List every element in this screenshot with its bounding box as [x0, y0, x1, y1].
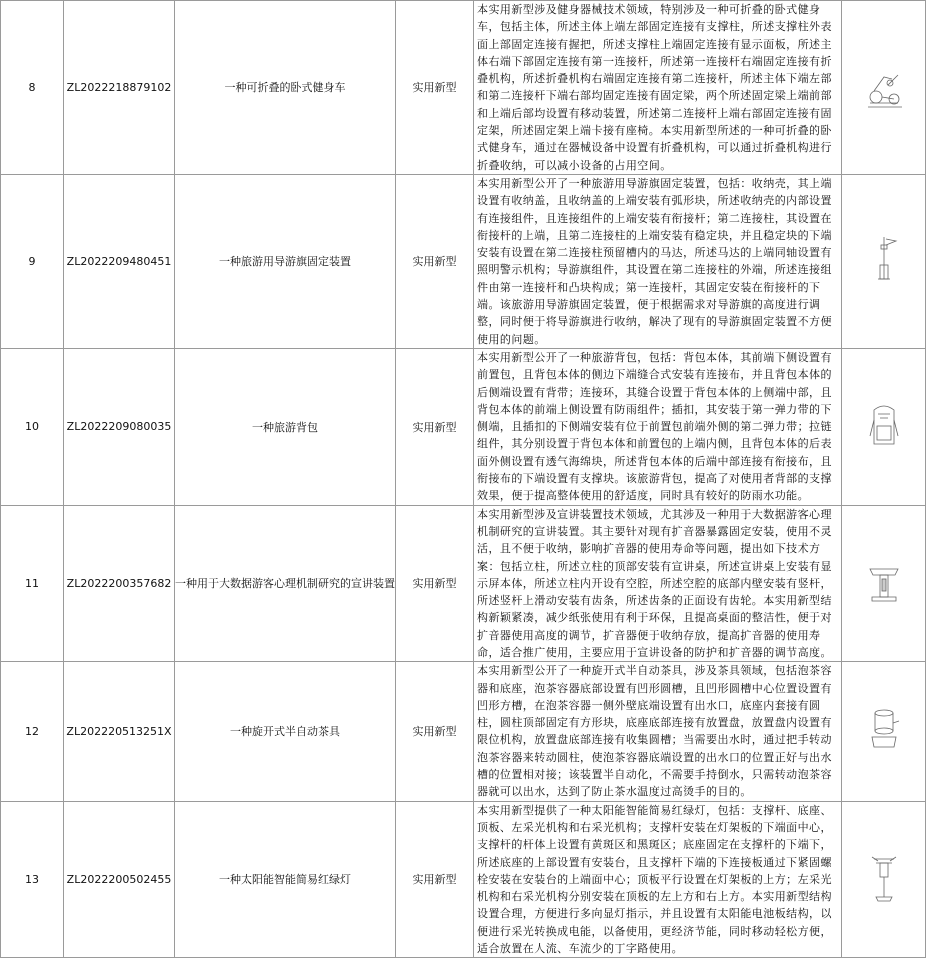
patent-abstract: 本实用新型公开了一种旅游用导游旗固定装置，包括：收纳壳，其上端设置有收纳盖，且收纳盖的上端安装有弧形块，所述收纳壳的内部设置有连接组件，且连接组件的上端安装有衔接杆；第二连接柱，其设置在衔接杆的上端，且第二连接柱的上端安装有稳定块，并且稳定块的下端安装有设置在第二连接柱预留槽内的马达，所述马达的上端同轴设置有照明警示机构；导游旗组件，其设置在第二连接柱的外端，所述连接组件由第一连接杆和凸块构成；第一连接杆，其固定安装在衔接杆的下端。该旅游用导游旗固定装置，便于根据需求对导游旗的高度进行调整，同时便于将导游旗进行收纳，解决了现有的导游旗固定装置不方便使用的问题。: [474, 174, 842, 348]
patent-drawing: [842, 174, 926, 348]
table-row: [1, 1, 926, 175]
row-number: 11: [1, 505, 64, 662]
patent-abstract: 本实用新型涉及健身器械技术领域，特别涉及一种可折叠的卧式健身车，包括主体，所述主体上端左部固定连接有支撑柱，所述支撑柱外表面上部固定连接有握把，所述支撑柱上端固定连接有显示面板，所述主体右端下部固定连接有第一连接杆，所述第一连接杆右端固定连接有折叠机构，所述折叠机构右端固定连接有第二连接杆，所述主体下端左部和第二连接杆下端右部均固定连接有固定梁，两个所述固定梁上端前部和上端后部均设置有移动装置，所述第二连接杆上端右部固定连接有固定架，所述固定架上端卡接有座椅。本实用新型所述的一种可折叠的卧式健身车，通过在器械设备中设置有折叠机构，可以通过折叠机构进行折叠收纳，可以减小设备的占用空间。: [474, 1, 842, 175]
table-row: [1, 174, 926, 348]
patent-type: 实用新型: [396, 801, 474, 958]
flag-holder-drawing: [862, 231, 906, 289]
patent-title: 一种旅游用导游旗固定装置: [175, 174, 396, 348]
patent-type: 实用新型: [396, 1, 474, 175]
table-row: [1, 505, 926, 662]
patent-drawing: [842, 348, 926, 505]
patent-abstract: 本实用新型涉及宣讲装置技术领域，尤其涉及一种用于大数据游客心理机制研究的宣讲装置。其主要针对现有扩音器暴露固定安装，使用不灵活，且不便于收纳，影响扩音器的使用寿命等问题，提出如下技术方案：包括立柱，所述立柱的顶部安装有宣讲桌，所述宣讲桌上安装有显示屏本体，所述立柱内开设有空腔，所述空腔的底部内壁安装有竖杆，所述竖杆上滑动安装有齿条，所述齿条的正面设有齿轮。本实用新型结构新颖紧凑，减少纸张使用有利于环保，且提高桌面的整洁性，便于对扩音器使用高度的调节，扩音器便于收纳存放，提高扩音器的使用寿命，适合推广使用，主要应用于宣讲设备的防护和扩音器的调节高度。: [474, 505, 842, 662]
traffic-light-drawing: [862, 849, 906, 907]
patent-title: 一种太阳能智能简易红绿灯: [175, 801, 396, 958]
patent-title: 一种可折叠的卧式健身车: [175, 1, 396, 175]
row-number: 12: [1, 662, 64, 801]
row-number: 9: [1, 174, 64, 348]
table-row: [1, 348, 926, 505]
patent-title: 一种旋开式半自动茶具: [175, 662, 396, 801]
lectern-drawing: [862, 553, 906, 611]
patent-abstract: 本实用新型提供了一种太阳能智能简易红绿灯，包括：支撑杆、底座、顶板、左采光机构和右采光机构；支撑杆安装在灯架板的下端面中心，支撑杆的杆体上设置有黄斑区和黑斑区；底座固定在支撑杆的下端下，所述底座的上部设置有安装台，且支撑杆下端的下连接板通过下紧固螺栓安装在安装台的上端面中心；顶板平行设置在灯架板的上方；左采光机构和右采光机构分别安装在顶板的左上方和右上方。本实用新型结构设置合理，方便进行多向显灯指示，并且设置有太阳能电池板结构，以便进行采光转换成电能，以备使用，更经济节能，同时移动轻松方便，适合放置在人流、车流少的丁字路使用。: [474, 801, 842, 958]
patent-abstract: 本实用新型公开了一种旋开式半自动茶具，涉及茶具领域，包括泡茶容器和底座，泡茶容器底部设置有凹形圆槽，且凹形圆槽中心位置设置有凹形方槽，在泡茶容器一侧外壁底端设置有出水口，底座内套接有圆柱，圆柱顶部固定有方形块，底座底部连接有放置盘，放置盘内设置有限位机构，放置盘底部连接有收集圆槽；当需要出水时，通过把手转动泡茶容器来转动圆柱，使泡茶容器底端设置的出水口的位置正好与出水槽的位置相对接；该装置半自动化，不需要手持倒水，只需转动泡茶容器就可以出水，达到了防止茶水温度过高烫手的目的。: [474, 662, 842, 801]
row-number: 10: [1, 348, 64, 505]
patent-abstract: 本实用新型公开了一种旅游背包，包括：背包本体，其前端下侧设置有前置包，且背包本体的侧边下端缝合式安装有连接布，并且背包本体的后侧端设置有背带；连接环，其缝合设置于背包本体的上侧端中部，且背包本体的前端上侧设置有防雨组件；插扣，其安装于第一弹力带的下侧端，且插扣的下侧端安装有位于前置包前端外侧的第二弹力带；拉链组件，其分别设置于背包本体和前置包的上端内侧，且背包本体的后表面外侧设置有透气海绵块，所述背包本体的后端中部连接有衔接布，且衔接布的下端设置有支撑块。该旅游背包，提高了对使用者背部的支撑效果，便于提高整体使用的舒适度，同时具有较好的防雨水功能。: [474, 348, 842, 505]
patent-number: ZL2022209080035: [64, 348, 175, 505]
patent-number: ZL2022218879102: [64, 1, 175, 175]
patent-number: ZL2022200502455: [64, 801, 175, 958]
patent-drawing: [842, 801, 926, 958]
patent-drawing: [842, 662, 926, 801]
patent-number: ZL202220513251X: [64, 662, 175, 801]
table-row: [1, 801, 926, 958]
patent-title: 一种旅游背包: [175, 348, 396, 505]
patent-type: 实用新型: [396, 174, 474, 348]
exercise-bike-drawing: [862, 57, 906, 115]
backpack-drawing: [862, 396, 906, 454]
table-row: [1, 662, 926, 801]
patent-type: 实用新型: [396, 348, 474, 505]
patent-number: ZL2022209480451: [64, 174, 175, 348]
row-number: 8: [1, 1, 64, 175]
patent-drawing: [842, 505, 926, 662]
tea-set-drawing: [862, 701, 906, 759]
patent-type: 实用新型: [396, 505, 474, 662]
patent-drawing: [842, 1, 926, 175]
row-number: 13: [1, 801, 64, 958]
patent-type: 实用新型: [396, 662, 474, 801]
patent-number: ZL2022200357682: [64, 505, 175, 662]
patent-title: 一种用于大数据游客心理机制研究的宣讲装置: [175, 505, 396, 662]
